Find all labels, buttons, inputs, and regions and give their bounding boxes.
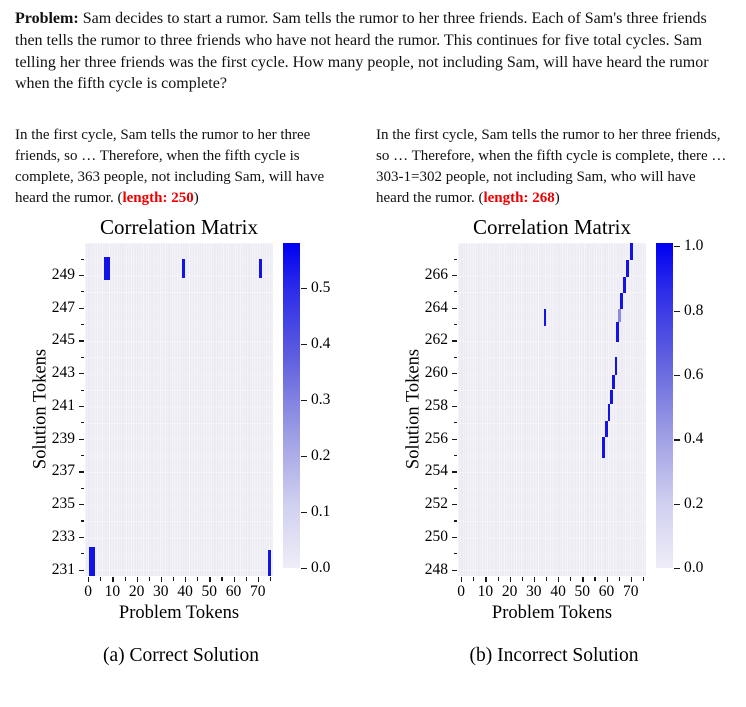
- x-tick-label: 70: [249, 583, 266, 600]
- heatmap-mark: [544, 309, 547, 325]
- x-tick-label: 10: [104, 583, 121, 600]
- y-minor-tick-mark: [81, 357, 84, 358]
- y-minor-tick-mark: [81, 324, 84, 325]
- heatmap-mark: [612, 375, 615, 390]
- x-tick-label: 0: [84, 583, 92, 600]
- y-tick-label: 249: [51, 265, 75, 283]
- x-minor-tick-mark: [221, 577, 222, 581]
- colorbar-tick-mark: [674, 504, 680, 505]
- x-minor-tick-mark: [270, 577, 271, 581]
- y-minor-tick-mark: [454, 357, 457, 358]
- y-minor-tick-mark: [81, 488, 84, 489]
- y-tick-label: 231: [51, 560, 75, 578]
- solution-incorrect-close-paren: ): [554, 190, 560, 206]
- heatmap-mark: [630, 243, 633, 260]
- heatmap-plot: [458, 243, 646, 576]
- x-minor-tick-mark: [246, 577, 247, 581]
- x-tick-mark: [607, 577, 608, 582]
- x-tick-mark: [88, 577, 89, 582]
- heatmap-mark: [618, 309, 621, 322]
- solution-incorrect-length-badge: length: 268: [483, 190, 555, 206]
- heatmap-plot: [85, 243, 273, 576]
- y-minor-tick-mark: [454, 422, 457, 423]
- x-minor-tick-mark: [570, 577, 571, 581]
- problem-label: Problem:: [15, 10, 79, 27]
- x-minor-tick-mark: [498, 577, 499, 581]
- y-tick-mark: [79, 308, 84, 309]
- x-axis-label: Problem Tokens: [491, 603, 613, 623]
- solution-incorrect-text: [376, 125, 732, 209]
- y-tick-mark: [79, 406, 84, 407]
- colorbar-tick-mark: [301, 344, 307, 345]
- problem-text: Sam decides to start a rumor. Sam tells the rumor to her three friends. Each of Sam's three friends then tells the rumor to three friends who have not heard the rumor. This continues for five total cycles. Sam telling her three friends was the first cycle. How many people, not including Sam, will have heard the rumor when the fifth cycle is complete?: [15, 10, 709, 93]
- x-tick-label: 10: [477, 583, 494, 600]
- colorbar-tick-mark: [301, 512, 307, 513]
- x-tick-mark: [510, 577, 511, 582]
- x-tick-mark: [485, 577, 486, 582]
- colorbar: [283, 243, 300, 568]
- y-tick-label: 239: [51, 429, 75, 447]
- solution-correct-body: In the first cycle, Sam tells the rumor to her three friends, so … Therefore, when the fifth cycle is complete, 363 people, not including Sam, will have heard the rumor. (: [15, 127, 325, 206]
- figure-correct-solution: [0, 215, 373, 700]
- colorbar-tick-mark: [674, 311, 680, 312]
- x-minor-tick-mark: [100, 577, 101, 581]
- colorbar-tick-label: 0.0: [684, 559, 704, 576]
- y-minor-tick-mark: [454, 488, 457, 489]
- x-tick-mark: [558, 577, 559, 582]
- colorbar-tick-label: 0.1: [311, 503, 331, 520]
- y-tick-mark: [79, 340, 84, 341]
- y-tick-mark: [452, 439, 457, 440]
- colorbar-tick-label: 0.8: [684, 301, 704, 319]
- figure-incorrect-solution: [373, 215, 746, 700]
- y-tick-mark: [79, 504, 84, 505]
- colorbar-tick-mark: [674, 568, 680, 569]
- y-tick-label: 233: [51, 527, 75, 545]
- x-tick-label: 30: [526, 583, 542, 600]
- y-tick-mark: [452, 340, 457, 341]
- x-tick-mark: [631, 577, 632, 582]
- x-axis-label: Problem Tokens: [118, 603, 240, 623]
- y-minor-tick-mark: [81, 291, 84, 292]
- y-tick-label: 254: [424, 462, 448, 480]
- y-minor-tick-mark: [81, 455, 84, 456]
- colorbar-tick-label: 1.0: [684, 237, 704, 255]
- heatmap-mark: [626, 260, 629, 276]
- y-minor-tick-mark: [81, 390, 84, 391]
- x-tick-label: 50: [201, 583, 218, 600]
- x-minor-tick-mark: [594, 577, 595, 581]
- y-tick-mark: [79, 570, 84, 571]
- solution-correct-close-paren: ): [193, 190, 199, 206]
- y-tick-label: 256: [424, 429, 448, 447]
- y-minor-tick-mark: [454, 259, 457, 260]
- y-minor-tick-mark: [81, 520, 84, 521]
- x-tick-label: 40: [550, 583, 566, 600]
- y-tick-mark: [452, 373, 457, 374]
- colorbar-tick-label: 0.2: [311, 446, 331, 464]
- y-tick-label: 258: [424, 396, 448, 414]
- y-tick-mark: [452, 504, 457, 505]
- y-minor-tick-mark: [454, 390, 457, 391]
- y-tick-mark: [452, 537, 457, 538]
- y-tick-mark: [79, 275, 84, 276]
- colorbar-tick-label: 0.5: [311, 278, 331, 296]
- heatmap-mark: [602, 437, 605, 458]
- x-tick-mark: [137, 577, 138, 582]
- y-tick-label: 247: [51, 298, 75, 316]
- y-minor-tick-mark: [454, 520, 457, 521]
- colorbar-tick-label: 0.4: [311, 334, 331, 352]
- y-tick-label: 248: [424, 560, 448, 578]
- x-minor-tick-mark: [619, 577, 620, 581]
- colorbar-tick-mark: [301, 400, 307, 401]
- y-tick-label: 243: [51, 364, 75, 382]
- x-minor-tick-mark: [125, 577, 126, 581]
- y-axis-label: Solution Tokens: [403, 348, 424, 470]
- problem-statement: [15, 8, 723, 95]
- y-tick-label: 262: [424, 331, 448, 349]
- heatmap-mark: [615, 357, 618, 375]
- colorbar-tick-mark: [301, 568, 307, 569]
- y-minor-tick-mark: [81, 553, 84, 554]
- subfigure-caption-a: (a) Correct Solution: [103, 645, 259, 666]
- colorbar-tick-label: 0.6: [684, 365, 704, 383]
- x-tick-label: 20: [128, 583, 145, 600]
- solution-correct-length-badge: length: 250: [122, 190, 194, 206]
- x-minor-tick-mark: [173, 577, 174, 581]
- y-tick-label: 237: [51, 462, 75, 480]
- x-tick-mark: [234, 577, 235, 582]
- x-minor-tick-mark: [643, 577, 644, 581]
- y-tick-label: 241: [51, 396, 75, 414]
- y-tick-mark: [79, 439, 84, 440]
- y-minor-tick-mark: [454, 324, 457, 325]
- x-tick-label: 40: [177, 583, 193, 600]
- x-tick-mark: [461, 577, 462, 582]
- colorbar: [656, 243, 673, 568]
- x-tick-mark: [534, 577, 535, 582]
- y-tick-mark: [452, 570, 457, 571]
- y-minor-tick-mark: [454, 291, 457, 292]
- x-tick-mark: [258, 577, 259, 582]
- y-tick-mark: [79, 373, 84, 374]
- colorbar-tick-mark: [301, 456, 307, 457]
- y-tick-label: 260: [424, 364, 448, 382]
- x-tick-mark: [112, 577, 113, 582]
- heatmap-mark: [608, 404, 611, 420]
- y-tick-mark: [79, 471, 84, 472]
- y-tick-label: 250: [424, 527, 448, 545]
- x-minor-tick-mark: [149, 577, 150, 581]
- x-tick-mark: [185, 577, 186, 582]
- colorbar-tick-mark: [674, 246, 680, 247]
- heatmap-mark: [616, 322, 619, 342]
- y-tick-mark: [452, 308, 457, 309]
- heatmap-mark: [610, 390, 613, 405]
- x-tick-label: 0: [457, 583, 465, 600]
- heatmap-mark: [89, 547, 95, 577]
- heatmap-mark: [182, 259, 185, 279]
- y-tick-label: 235: [51, 495, 75, 512]
- y-tick-mark: [452, 471, 457, 472]
- heatmap-mark: [605, 421, 608, 437]
- x-tick-mark: [582, 577, 583, 582]
- colorbar-tick-mark: [674, 375, 680, 376]
- y-tick-mark: [452, 406, 457, 407]
- y-minor-tick-mark: [454, 553, 457, 554]
- heatmap-mark: [104, 257, 110, 280]
- colorbar-tick-label: 0.2: [684, 494, 704, 512]
- y-tick-label: 245: [51, 331, 75, 349]
- solution-correct-text: [15, 125, 339, 209]
- colorbar-tick-label: 0.3: [311, 390, 331, 408]
- solution-incorrect-body: In the first cycle, Sam tells the rumor to her three friends, so … Therefore, when the fifth cycle is complete, there … 303-1=302 people, not including Sam, who will have heard the rumor. (: [376, 127, 727, 206]
- y-tick-label: 266: [424, 265, 448, 283]
- x-tick-label: 20: [501, 583, 518, 600]
- x-minor-tick-mark: [522, 577, 523, 581]
- colorbar-tick-mark: [674, 439, 680, 440]
- y-axis-label: Solution Tokens: [30, 348, 51, 470]
- y-minor-tick-mark: [454, 455, 457, 456]
- x-tick-mark: [209, 577, 210, 582]
- colorbar-tick-label: 0.0: [311, 559, 331, 576]
- heatmap-mark: [268, 550, 271, 576]
- chart-title: Correlation Matrix: [472, 215, 632, 239]
- y-tick-mark: [79, 537, 84, 538]
- y-tick-label: 264: [424, 298, 448, 316]
- x-tick-label: 60: [598, 583, 615, 600]
- x-tick-label: 30: [153, 583, 169, 600]
- y-minor-tick-mark: [81, 422, 84, 423]
- colorbar-tick-mark: [301, 288, 307, 289]
- y-tick-mark: [452, 275, 457, 276]
- subfigure-caption-b: (b) Incorrect Solution: [469, 645, 639, 666]
- y-minor-tick-mark: [81, 259, 84, 260]
- heatmap-mark: [620, 293, 623, 309]
- x-tick-label: 50: [574, 583, 591, 600]
- colorbar-tick-label: 0.4: [684, 430, 704, 448]
- heatmap-mark: [623, 277, 626, 293]
- x-tick-label: 60: [225, 583, 242, 600]
- x-minor-tick-mark: [197, 577, 198, 581]
- x-tick-label: 70: [622, 583, 639, 600]
- heatmap-mark: [259, 259, 262, 279]
- x-tick-mark: [161, 577, 162, 582]
- y-tick-label: 252: [424, 495, 448, 512]
- chart-title: Correlation Matrix: [99, 215, 259, 239]
- x-minor-tick-mark: [473, 577, 474, 581]
- x-minor-tick-mark: [546, 577, 547, 581]
